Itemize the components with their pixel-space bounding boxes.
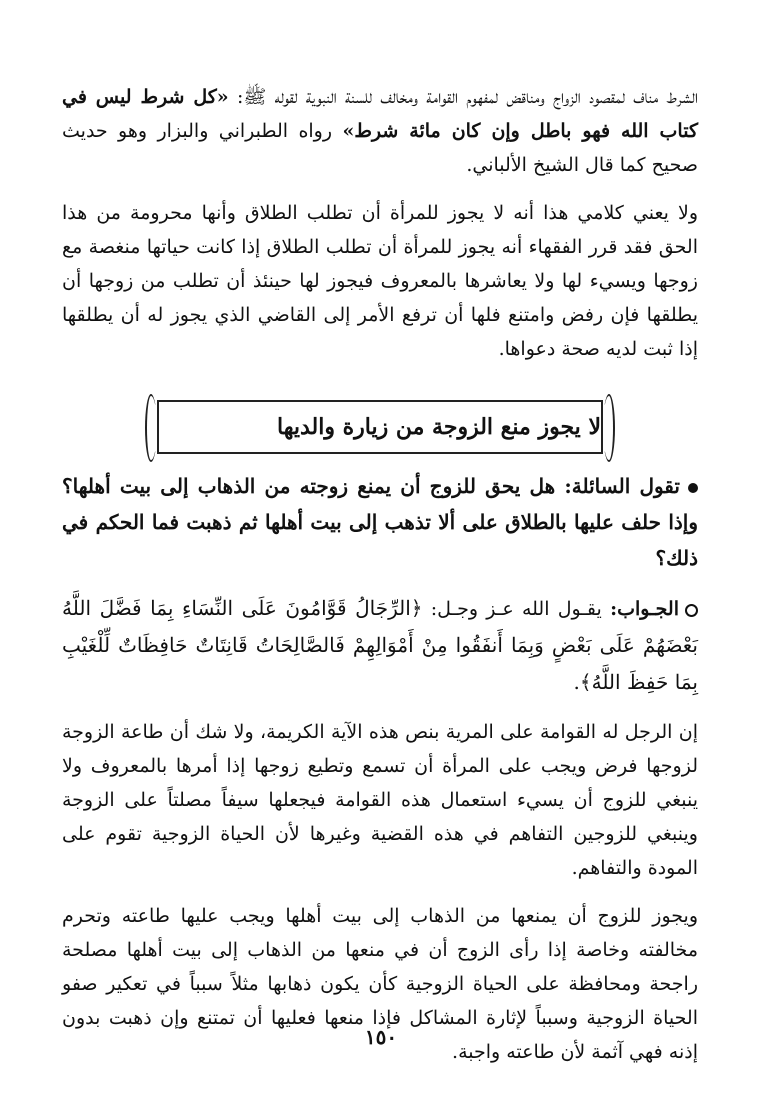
section-title: لا يجوز منع الزوجة من زيارة والديها (157, 400, 603, 454)
hadith-source: رواه الطبراني والبزار وهو حديث صحيح كما قال الشيخ الألباني. (62, 120, 698, 176)
quran-verse: ﴿الرِّجَالُ قَوَّامُونَ عَلَى النِّسَاءِ بِمَا فَضَّلَ اللَّهُ بَعْضَهُمْ عَلَى بَعْضٍ وَبِمَا أَنفَقُوا مِنْ أَمْوَالِهِمْ فَالصَّالِحَاتُ قَانِتَاتٌ حَافِظَاتٌ لِّلْغَيْبِ بِمَا حَفِظَ اللَّهُ﴾. (62, 596, 698, 694)
answer-intro: يقـول الله عـز وجـل: (430, 598, 602, 620)
hollow-circle-icon (685, 604, 698, 617)
hadith-quote: «كل شرط ليس في كتاب الله فهو باطل وإن كان مائة شرط» (62, 86, 698, 142)
page-body (62, 78, 698, 1069)
question-label: تقول السائلة: (564, 474, 680, 498)
question-text: هل يحق للزوج أن يمنع زوجته من الذهاب إلى بيت أهلها؟ وإذا حلف عليها بالطلاق على ألا تذهب إلى بيت أهلها ثم ذهبت فما الحكم في ذلك؟ (62, 474, 698, 570)
intro-paragraph (62, 80, 698, 182)
answer-label: الجـواب: (610, 598, 680, 620)
paragraph-prevention: ويجوز للزوج أن يمنعها من الذهاب إلى بيت أهلها ويجب عليها طاعته وتحرم مخالفته وخاصة إذا رأى الزوج أن في منعها من الذهاب إلى بيت أهلها مصلحة راجحة ومحافظة على الحياة الزوجية كأن يكون ذهابها مثلاً سبباً في تعكير صفو الحياة الزوجية وسبباً لإثارة المشاكل فإذا منعها فعليها أن تمتنع وإن ذهبت بدون إذنه فهي آثمة لأن طاعته واجبة. (62, 905, 698, 1063)
bullet-icon (688, 483, 698, 493)
paragraph-guardianship: إن الرجل له القوامة على المرية بنص هذه الآية الكريمة، ولا شك أن طاعة الزوجة لزوجها فرض ويجب على المرأة أن تسمع وتطيع زوجها إذا أمرها بالمعروف ولا ينبغي للزوج أن يسيء استعمال هذه القوامة فيجعلها سيفاً مصلتاً على الزوجة وينبغي للزوجين التفاهم في هذه القضية وغيرها لأن الحياة الزوجية تقوم على المودة والتفاهم. (62, 721, 698, 879)
paragraph-divorce-right: ولا يعني كلامي هذا أنه لا يجوز للمرأة أن تطلب الطلاق وأنها محرومة من هذا الحق فقد قرر الفقهاء أنه يجوز للمرأة أن تطلب الطلاق إذا كانت حياتها منغصة مع زوجها ويسيء لها ولا يعاشرها بالمعروف فيجوز لها حينئذ أن تطلب من زوجها أن يطلقها فإن رفض وامتنع فلها أن ترفع الأمر إلى القاضي الذي يجوز له أن يطلقها إذا ثبت لديه صحة دعواها. (62, 202, 698, 360)
page-number: ١٥٠ (364, 1025, 398, 1049)
question-block (62, 468, 698, 576)
intro-text: الشرط مناف لمقصود الزواج ومناقض لمفهوم القوامة ومخالف للسنة النبوية لقوله ﷺ: (236, 86, 698, 108)
answer-block (62, 590, 698, 701)
